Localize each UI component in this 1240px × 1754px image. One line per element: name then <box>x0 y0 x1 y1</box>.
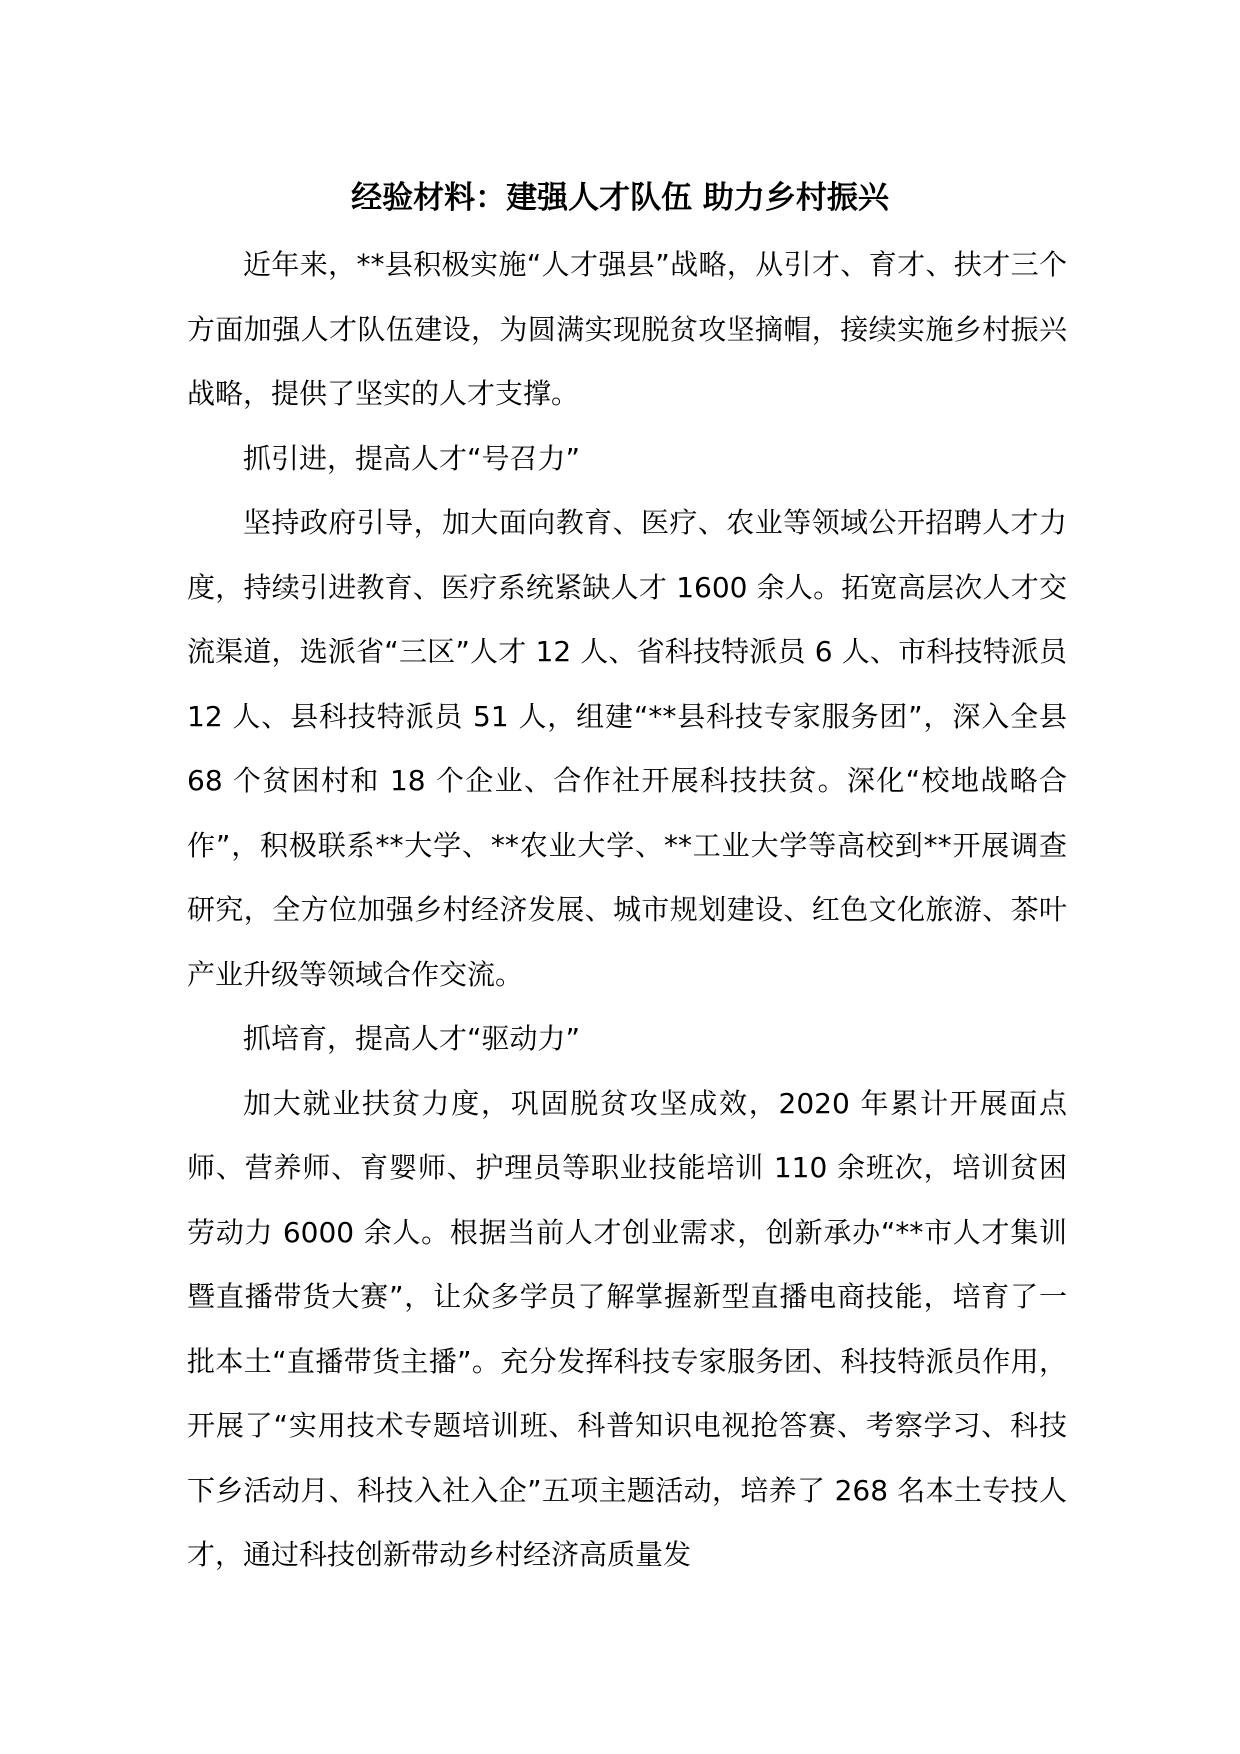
document-body <box>187 233 1067 1588</box>
paragraph-intro: 近年来，**县积极实施“人才强县”战略，从引才、育才、扶才三个方面加强人才队伍建设，为圆满实现脱贫攻坚摘帽，接续实施乡村振兴战略，提供了坚实的人才支撑。 <box>187 248 1067 410</box>
section-heading-training: 抓培育，提高人才“驱动力” <box>243 1022 581 1055</box>
document-title: 经验材料：建强人才队伍 助力乡村振兴 <box>351 180 889 216</box>
paragraph-training: 加大就业扶贫力度，巩固脱贫攻坚成效，2020 年累计开展面点师、营养师、育婴师、护理员等职业技能培训 110 余班次，培训贫困劳动力 6000 余人。根据当前人才创业需求，创新承办“**市人才集训暨直播带货大赛”，让众多学员了解掌握新型直播电商技能，培育了一批本土“直播带货主播”。充分发挥科技专家服务团、科技特派员作用，开展了“实用技术专题培训班、科普知识电视抢答赛、考察学习、科技下乡活动月、科技入社入企”五项主题活动，培养了 268 名本土专技人才，通过科技创新带动乡村经济高质量发 <box>187 1086 1067 1571</box>
paragraph-recruitment: 坚持政府引导，加大面向教育、医疗、农业等领域公开招聘人才力度，持续引进教育、医疗系统紧缺人才 1600 余人。拓宽高层次人才交流渠道，选派省“三区”人才 12 人、省科技特派员 6 人、市科技特派员 12 人、县科技特派员 51 人，组建“**县科技专家服务团”，深入全县 68 个贫困村和 18 个企业、合作社开展科技扶贫。深化“校地战略合作”，积极联系**大学、**农业大学、**工业大学等高校到**开展调查研究，全方位加强乡村经济发展、城市规划建设、红色文化旅游、茶叶产业升级等领域合作交流。 <box>187 506 1067 991</box>
section-heading-recruitment: 抓引进，提高人才“号召力” <box>243 441 581 475</box>
